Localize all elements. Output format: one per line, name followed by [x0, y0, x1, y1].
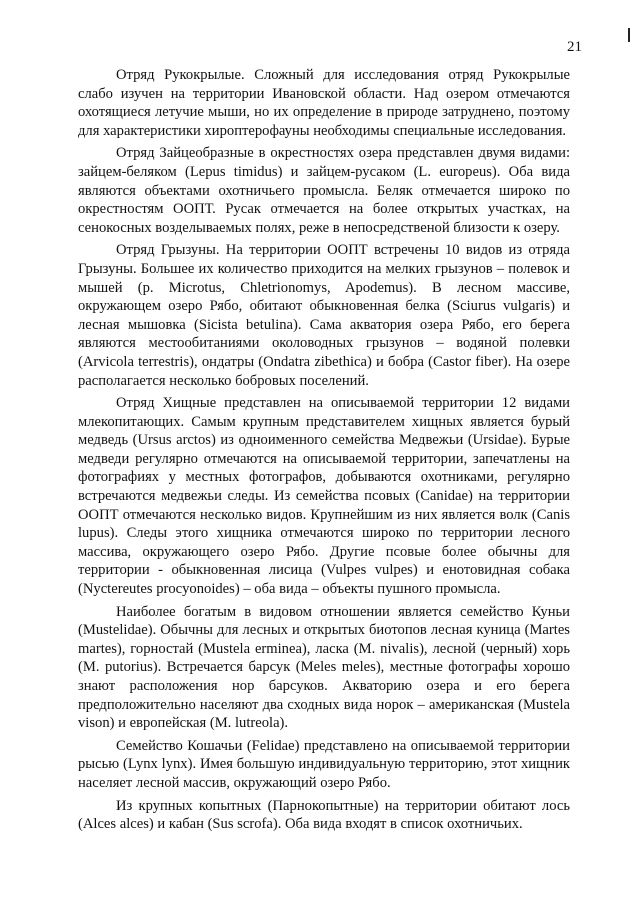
- page-edge-mark: [628, 28, 630, 42]
- paragraph-carnivora: Отряд Хищные представлен на описываемой территории 12 видами млекопитающих. Самым крупным представителем хищных является бурый медведь (Ursus arctos) из одноименного семейства Медвежьи (Ursidae). Бурые медведи регулярно отмечаются на описываемой территории, запечатлены на фотографиях у местных фотографов, добываются охотниками, регулярно встречаются медвежьи следы. Из семейства псовых (Canidae) на территории ООПТ отмечаются несколько видов. Крупнейшим из них является волк (Canis lupus). Следы этого хищника отмечаются широко по территории лесного массива, окружающего озеро Рябо. Другие псовые более обычны для территории - обыкновенная лисица (Vulpes vulpes) и енотовидная собака (Nyctereutes procyonoides) – оба вида – объекты пушного промысла.: [78, 395, 570, 598]
- paragraph-felidae: Семейство Кошачьи (Felidae) представлено на описываемой территории рысью (Lynx lynx). Имея большую индивидуальную территорию, этот хищник населяет лесной массив, окружающий озеро Рябо.: [78, 737, 570, 791]
- text-body: [78, 66, 570, 834]
- paragraph-chiroptera: Отряд Рукокрылые. Сложный для исследования отряд Рукокрылые слабо изучен на территории Ивановской области. Над озером отмечаются охотящиеся летучие мыши, но их определение в природе затруднено, поэтому для характеристики хироптерофауны необходимы специальные исследования.: [78, 67, 570, 139]
- paragraph-artiodactyla: Из крупных копытных (Парнокопытные) на территории обитают лось (Alces alces) и кабан (Sus scrofa). Оба вида входят в список охотничьих.: [78, 797, 570, 833]
- page-number: 21: [567, 39, 582, 55]
- paragraph-mustelidae: Наиболее богатым в видовом отношении является семейство Куньи (Mustelidae). Обычны для лесных и открытых биотопов лесная куница (Martes martes), горностай (Mustela erminea), ласка (M. nivalis), лесной (черный) хорь (M. putorius). Встречается барсук (Meles meles), местные фотографы хорошо знают расположения нор барсуков. Акваторию озера и его берега предположительно населяют два сходных вида норок – американская (Mustela vison) и европейская (M. lutreola).: [78, 603, 570, 732]
- paragraph-lagomorpha: Отряд Зайцеобразные в окрестностях озера представлен двумя видами: зайцем-беляком (Lepus timidus) и зайцем-русаком (L. europeus). Оба вида являются объектами охотничьего промысла. Беляк отмечается широко по окрестностям ООПТ. Русак отмечается на более открытых участках, на сенокосных возделываемых полях, реже в непосредственой близости к озеру.: [78, 145, 570, 236]
- paragraph-rodentia: Отряд Грызуны. На территории ООПТ встречены 10 видов из отряда Грызуны. Большее их количество приходится на мелких грызунов – полевок и мышей (р. Microtus, Chletrionomys, Apodemus). В лесном массиве, окружающем озеро Рябо, обитают обыкновенная белка (Sciurus vulgaris) и лесная мышовка (Sicista betulina). Сама акватория озера Рябо, его берега являются местообитаниями околоводных грызунов – водяной полевки (Arvicola terrestris), ондатры (Ondatra zibethica) и бобра (Castor fiber). На озере располагается несколько бобровых поселений.: [78, 242, 570, 389]
